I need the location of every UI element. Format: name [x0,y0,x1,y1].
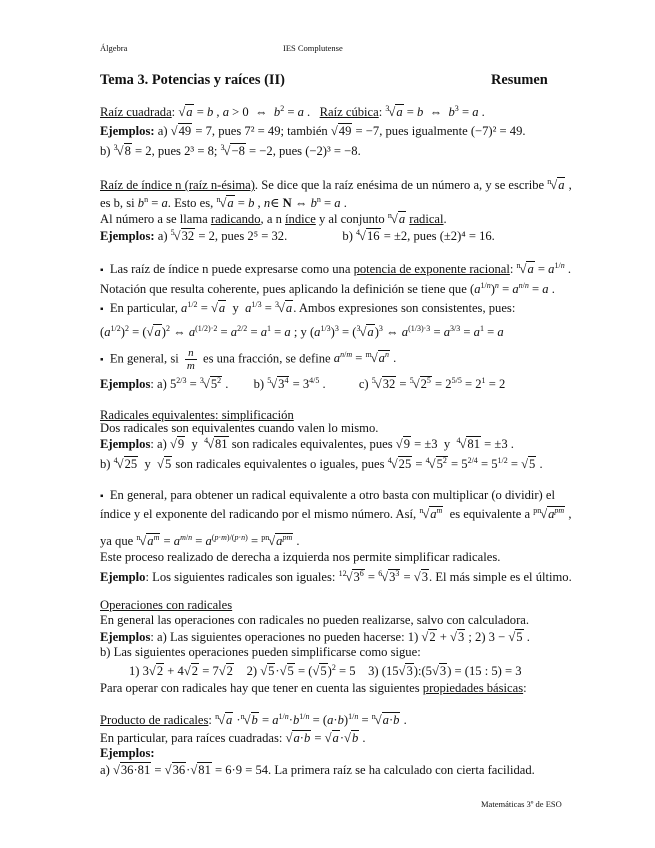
text: , pues 2⁵ = 32. [214,229,288,243]
line-equivalentes-ej-a: Ejemplos: a) √9 y $^4$√81 son radicales equivalentes, pues √9 = ±3 y $^4$√81 = ±3 . [100,436,514,451]
line-para-operar: Para operar con radicales hay que tener en cuenta las siguientes propiedades básicas: [100,681,527,695]
line-potencia-3 [100,347,396,372]
ejemplos-label: Ejemplos [100,377,151,391]
line-operaciones-math [129,663,522,679]
math: $^3$√−8 = −2 [220,143,273,158]
text: En general, si [109,351,179,366]
ejemplo-label: Ejemplo [100,570,146,584]
link-potencia: potencia de exponente racional [353,262,510,276]
text: . El más simple es el último. [429,570,572,584]
text: es b, si [100,196,135,210]
line-indice-2 [100,195,347,211]
line-equivalentes-bullet-a [100,488,555,503]
math: $^5√3^4 = 3^{4/5}$ . [267,376,326,391]
ejemplos-label: Ejemplos [100,746,151,760]
text: : Los siguientes radicales son iguales: [145,570,336,584]
math: $^n√a^m$ [419,506,443,521]
page-title: Tema 3. Potencias y raíces (II) [100,72,285,88]
line-particular [100,731,366,746]
math: √9 = ±3 y $^4$√81 = ±3 . [395,436,514,451]
text: Al número a se llama [100,212,208,226]
line-operaciones-ej-a [100,630,530,645]
ejemplos-label: Ejemplos: [100,229,155,243]
label-indice: Raíz de índice n (raíz n-ésima) [100,178,255,192]
radicando: radicando [210,212,261,226]
math: √49 = 7 [170,124,212,138]
text: . Se dice que la raíz enésima de un número a, y se escribe [254,178,545,192]
math: $(a^{1/2})^2 = (√a)^2$ ⇔ $a^{(1/2)\cdot 2} = a^{2/2} = a^1 = a$ ; y $(a^{1/3})^3 = (^3√a)^3$ ⇔ $a^{(1/3)\cdot 3} = a^{3/3} = a^1 = a$ [100,324,504,339]
math: $(a^{1/n})^n = a^{n/n} = a$ . [469,281,555,296]
text: Las raíz de índice n puede expresarse como una [109,262,351,276]
math: $^5√32 = ^5√2^5 = 2^{5/5} = 2^1 = 2$ [371,376,506,391]
ejemplos-label: Ejemplos [100,630,151,644]
math: $^4$√25 y √5 [113,456,172,471]
text: , a n [260,212,282,226]
line-potencia-1: ▪ Las raíz de índice n puede expresarse como una potencia de exponente racional: $^n√a = a^{1/n}$ . [100,261,571,276]
math: √49 = −7 [330,124,380,138]
text: , pues 2³ = 8; [151,144,218,158]
math: $^4$√16 = ±2 [356,228,408,243]
line-indice-ejemplos: Ejemplos: a) $^5$√32 = 2, pues 2⁵ = 32. b) $^4$√16 = ±2, pues (±2)⁴ = 16. [100,228,495,243]
line-ejemplo-simplificar [100,569,572,585]
line-operaciones-1: En general las operaciones con radicales no pueden realizarse, salvo con calculadora. [100,613,530,627]
text: . Ambos expresiones son consistentes, pues: [293,301,516,315]
line-potencia-ejemplos: Ejemplos: a) $5^{2/3} = ^3√5^2$ . b) $^5√3^4 = 3^{4/5}$ . c) $^5√32 = ^5√2^5 = 2^{5/5} = 2^1 = 2$ [100,376,506,391]
math: $^3$√a = b ⇔ $b^3 = a$ . [385,104,485,119]
text: Notación que resulta coherente, pues aplicando la definición se tiene que [100,282,467,296]
math: 1) 3√2 + 4√2 = 7√2 2) $√5\cdot√5 = (√5)^2 = 5$ 3) (15√3):(5√3) = (15 : 5) = 3 [129,663,522,678]
line-ejemplos-1b [100,143,361,159]
line-operaciones-b: b) Las siguientes operaciones pueden simplificarse como sigue: [100,645,421,659]
text: es una fracción, se define [203,351,331,366]
math: $^{pn}√a^{pm}$ , [533,506,572,521]
text: ya que [100,534,134,548]
indice-word: índice [285,212,316,226]
text: Para operar con radicales hay que tener en cuenta las siguientes [100,681,420,695]
ejemplos-label: Ejemplos: [100,124,155,138]
math: $^n$√a [387,211,406,226]
text: . La primera raíz se ha calculado con cierta facilidad. [268,763,535,777]
line-ejemplos-1: Ejemplos: a) √49 = 7, pues 7² = 49; también √49 = −7, pues igualmente (−7)² = 49. [100,124,526,138]
line-ya-que [100,533,300,549]
math: $^n√a^m = a^{m/n} = a^{(p\cdot m)/(p\cdot n)} = ^{pn}√a^{pm}$ . [136,533,300,548]
line-equivalentes-1: Dos radicales son equivalentes cuando valen lo mismo. [100,421,379,435]
text: . Esto es, [167,196,214,210]
math: $^{12}√3^6 = ^6√3^3 = √3$ [338,569,429,584]
text: En general, para obtener un radical equivalente a otro basta con multiplicar (o dividir) el [109,488,555,502]
line-potencia-2 [100,300,515,316]
text: , pues (−2)³ = −8. [272,144,361,158]
math: $^5$√32 = 2 [170,228,215,243]
text: son radicales equivalentes o iguales, pues [175,457,385,471]
section-operaciones-heading: Operaciones con radicales [100,598,233,612]
line-producto-ejemplos: Ejemplos: [100,746,155,760]
line-raiz-cuadrada: Raíz cuadrada: √a = b , a > 0 ⇔ $b^2 = a$ . Raíz cúbica: $^3$√a = b ⇔ $b^3 = a$ . [100,104,485,119]
bullet: ▪ [100,491,104,502]
line-indice-3: Al número a se llama radicando, a n índice y al conjunto $^n$√a radical. [100,211,447,226]
math: √a = b , a > 0 ⇔ $b^2 = a$ . [178,104,311,119]
fraction: $\frac{n}{m}$ [186,347,195,372]
line-equivalentes-ej-b: b) $^4$√25 y √5 son radicales equivalentes o iguales, pues $^4√25 = ^4√5^2 = 5^{2/4} = 5^{1/2} = √5$ . [100,456,543,471]
line-potencia-math [100,324,504,340]
footer-text: Matemáticas 3º de ESO [481,799,562,809]
line-producto-ej-a: a) √36·81 = √36·√81 = 6·9 = 54. La primera raíz se ha calculado con cierta facilidad. [100,763,535,777]
math: $^3$√8 = 2 [113,143,152,158]
line-indice-1 [100,177,572,193]
math: $5^{2/3} = ^3√5^2$ . [169,376,229,391]
text: , pues igualmente (−7)² = 49. [379,124,526,138]
line-potencia-nota [100,281,555,297]
text: son radicales equivalentes, pues [231,437,393,451]
math: $^4√25 = ^4√5^2 = 5^{2/4} = 5^{1/2} = √5$ . [387,456,543,471]
text: índice y el exponente del radicando por el mismo número. Así, [100,507,417,521]
header-left: Álgebra [100,43,128,53]
math: $a^{1/2} = √a$ y $a^{1/3} = ^3√a$ [181,300,293,315]
math: $^n√a \cdot^n√b = a^{1/n}\cdot b^{1/n} = (a\cdot b)^{1/n} = ^n√a\cdot b$ . [215,712,407,727]
math: $^n$√a = b , n∈ N ⇔ $b^n = a$ . [216,195,347,210]
bullet: ▪ [100,304,104,315]
math: √a·b = √a·√b . [285,731,366,745]
math: $^n$√a , [547,177,572,192]
math: √36·81 = √36·√81 = 6·9 = 54 [112,763,269,777]
text: b) [100,144,111,158]
radical-word: radical [409,212,444,226]
bullet: ▪ [100,265,104,276]
label-raiz-cuadrada: Raíz cuadrada [100,105,172,119]
text: y al conjunto [318,212,385,226]
page-title-right: Resumen [491,72,548,88]
text: En particular, [109,301,178,315]
line-proceso: Este proceso realizado de derecha a izquierda nos permite simplificar radicales. [100,550,501,564]
propiedades-link: propiedades básicas [422,681,524,695]
bullet: ▪ [100,354,104,366]
text: , pues (±2)⁴ = 16. [407,229,495,243]
math: 1) √2 + √3 ; 2) 3 − √5 . [407,630,530,644]
line-equivalentes-bullet-b [100,506,572,522]
text: En particular, para raíces cuadradas: [100,731,283,745]
math: $b^n = a$ [137,195,168,210]
text: : a) Las siguientes operaciones no pueden hacerse: [150,630,405,644]
label-raiz-cubica: Raíz cúbica [319,105,379,119]
math: $a^{n/m} = ^m√a^n$ . [333,350,397,366]
math: $^n√a = a^{1/n}$ . [516,261,571,276]
ejemplos-label: Ejemplos [100,437,151,451]
text: , pues 7² = 49; también [211,124,328,138]
text: es equivalente a [449,507,531,521]
line-producto: Producto de radicales: $^n√a \cdot^n√b = a^{1/n}\cdot b^{1/n} = (a\cdot b)^{1/n} = ^n√a\cdot b$ . [100,712,407,727]
header-center: IES Complutense [283,43,343,53]
section-producto-heading: Producto de radicales [100,713,209,727]
math: √9 y $^4$√81 [169,436,228,451]
section-equivalentes-heading: Radicales equivalentes: simplificación [100,408,294,422]
